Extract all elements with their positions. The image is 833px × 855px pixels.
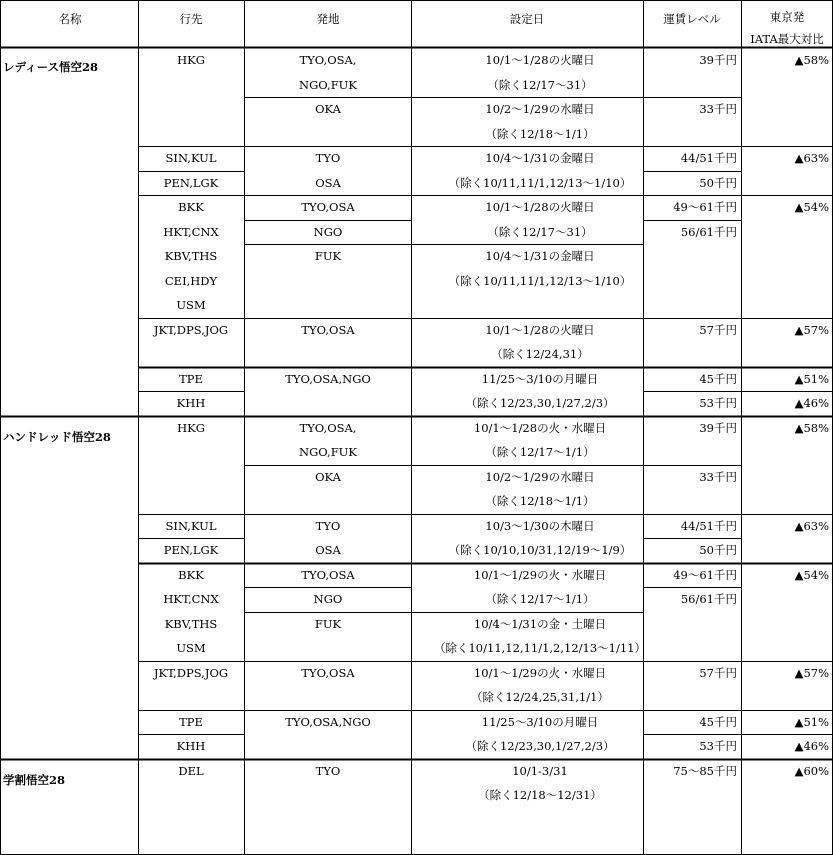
- header-fare: 運賃レベル: [663, 12, 721, 26]
- period-cell: （除く12/24,31）: [491, 347, 589, 361]
- dest-cell: BKK: [178, 200, 204, 214]
- header-compare-line2: IATA最大対比: [750, 32, 824, 46]
- origin-cell: OSA: [315, 175, 341, 190]
- origin-cell: OSA: [315, 543, 341, 557]
- dest-cell: JKT,DPS,JOG: [153, 322, 229, 337]
- compare-cell: ▲57%: [794, 322, 829, 337]
- fare-cell: 75～85千円: [673, 763, 737, 778]
- compare-cell: ▲51%: [794, 714, 829, 729]
- period-cell: 10/3～1/30の木曜日: [485, 518, 595, 533]
- header-name: 名称: [58, 12, 82, 26]
- dest-cell: KBV,THS: [164, 616, 218, 631]
- period-cell: （除く12/17～1/1）: [485, 592, 595, 606]
- period-cell: 10/4～1/31の金曜日: [485, 249, 595, 263]
- dest-cell: KHH: [176, 739, 206, 753]
- origin-cell: TYO: [315, 151, 341, 165]
- header-period: 設定日: [509, 12, 545, 26]
- period-cell: （除く12/23,30,1/27,2/3）: [465, 396, 615, 410]
- period-cell: （除く12/18～1/1）: [485, 494, 595, 508]
- period-cell: 11/25～3/10の月曜日: [481, 371, 599, 386]
- dest-cell: KHH: [176, 396, 206, 410]
- header-origin: 発地: [316, 12, 340, 26]
- period-cell: 10/2～1/29の水曜日: [485, 469, 595, 484]
- origin-cell: FUK: [314, 249, 342, 263]
- fare-cell: 57千円: [699, 665, 737, 680]
- header-dest: 行先: [179, 12, 203, 26]
- origin-cell: NGO: [313, 592, 343, 606]
- period-cell: 10/1～1/29の火・水曜日: [473, 567, 607, 582]
- dest-cell: CEI,HDY: [164, 273, 218, 288]
- origin-cell: OKA: [315, 102, 341, 116]
- compare-cell: ▲51%: [794, 371, 829, 386]
- period-cell: （除く10/10,10/31,12/19～1/9）: [448, 543, 632, 557]
- origin-cell: TYO,OSA,NGO: [285, 714, 371, 729]
- fare-cell: 45千円: [699, 371, 737, 386]
- period-cell: （除く10/11,12,11/1,2,12/13～1/11）: [433, 641, 647, 655]
- dest-cell: DEL: [178, 763, 204, 778]
- origin-cell: TYO,OSA,NGO: [285, 371, 371, 386]
- dest-cell: BKK: [178, 567, 204, 582]
- fare-cell: 33千円: [699, 102, 737, 116]
- period-cell: （除く12/17～1/1）: [485, 445, 595, 459]
- header-compare-line1: 東京発: [769, 10, 805, 24]
- compare-cell: ▲60%: [794, 763, 829, 778]
- compare-cell: ▲54%: [794, 200, 829, 214]
- origin-cell: TYO,OSA: [301, 567, 355, 582]
- period-cell: 10/1～1/28の火曜日: [485, 53, 595, 67]
- period-cell: 11/25～3/10の月曜日: [481, 714, 599, 729]
- origin-cell: TYO,OSA: [301, 665, 355, 680]
- fare-cell: 53千円: [699, 396, 737, 410]
- dest-cell: HKG: [177, 420, 205, 435]
- origin-cell: NGO,FUK: [299, 77, 357, 92]
- origin-cell: TYO,OSA: [301, 322, 355, 337]
- origin-cell: TYO,OSA: [301, 200, 355, 214]
- compare-cell: ▲46%: [794, 396, 829, 410]
- fare-cell: 44/51千円: [680, 151, 737, 165]
- dest-cell: SIN,KUL: [165, 518, 217, 533]
- fare-cell: 50千円: [699, 175, 737, 190]
- origin-cell: TYO,OSA,: [299, 420, 357, 435]
- fare-cell: 45千円: [699, 714, 737, 729]
- origin-cell: TYO: [315, 518, 341, 533]
- compare-cell: ▲46%: [794, 739, 829, 753]
- period-cell: 10/1～1/28の火・水曜日: [473, 420, 607, 435]
- period-cell: 10/1～1/28の火曜日: [485, 200, 595, 214]
- compare-cell: ▲63%: [794, 518, 829, 533]
- compare-cell: ▲58%: [794, 53, 829, 67]
- origin-cell: NGO: [313, 224, 343, 239]
- origin-cell: FUK: [314, 616, 342, 631]
- fare-cell: 49～61千円: [673, 567, 737, 582]
- period-cell: （除く10/11,11/1,12/13～1/10）: [448, 175, 632, 190]
- product-name-hundred: ハンドレッド悟空28: [3, 430, 111, 444]
- dest-cell: USM: [176, 298, 206, 312]
- period-cell: （除く12/18～12/31）: [478, 788, 602, 802]
- fare-cell: 39千円: [699, 53, 737, 67]
- dest-cell: USM: [176, 641, 206, 655]
- fare-cell: 57千円: [699, 322, 737, 337]
- fare-cell: 39千円: [699, 420, 737, 435]
- origin-cell: TYO,OSA,: [299, 53, 357, 67]
- period-cell: （除く12/17～31）: [487, 77, 593, 92]
- period-cell: （除く12/24,25,31,1/1）: [471, 690, 609, 704]
- fare-cell: 33千円: [699, 469, 737, 484]
- fare-cell: 50千円: [699, 543, 737, 557]
- dest-cell: PEN,LGK: [163, 175, 219, 190]
- fare-cell: 44/51千円: [680, 518, 737, 533]
- period-cell: 10/1-3/31: [512, 763, 568, 778]
- compare-cell: ▲58%: [794, 420, 829, 435]
- dest-cell: KBV,THS: [164, 249, 218, 263]
- dest-cell: TPE: [179, 371, 203, 386]
- dest-cell: TPE: [179, 714, 203, 729]
- dest-cell: PEN,LGK: [163, 543, 219, 557]
- dest-cell: HKG: [177, 53, 205, 67]
- period-cell: 10/1～1/28の火曜日: [485, 322, 595, 337]
- compare-cell: ▲57%: [794, 665, 829, 680]
- product-name-ladies: レディース悟空28: [3, 60, 99, 74]
- product-name-student: 学割悟空28: [3, 773, 66, 787]
- period-cell: （除く12/23,30,1/27,2/3）: [465, 739, 615, 753]
- origin-cell: NGO,FUK: [299, 445, 357, 459]
- dest-cell: JKT,DPS,JOG: [153, 665, 229, 680]
- compare-cell: ▲54%: [794, 567, 829, 582]
- period-cell: （除く12/18～1/1）: [485, 126, 595, 141]
- fare-cell: 49～61千円: [673, 200, 737, 214]
- origin-cell: OKA: [315, 469, 341, 484]
- period-cell: （除く12/17～31）: [487, 224, 593, 239]
- origin-cell: TYO: [315, 763, 341, 778]
- fare-cell: 56/61千円: [680, 224, 737, 239]
- fare-cell: 56/61千円: [680, 592, 737, 606]
- period-cell: 10/4～1/31の金・土曜日: [473, 616, 607, 631]
- dest-cell: HKT,CNX: [163, 592, 219, 606]
- period-cell: 10/4～1/31の金曜日: [485, 151, 595, 165]
- dest-cell: SIN,KUL: [165, 151, 217, 165]
- period-cell: 10/2～1/29の水曜日: [485, 102, 595, 116]
- fare-cell: 53千円: [699, 739, 737, 753]
- dest-cell: HKT,CNX: [163, 224, 219, 239]
- period-cell: （除く10/11,11/1,12/13～1/10）: [448, 273, 632, 288]
- compare-cell: ▲63%: [794, 151, 829, 165]
- period-cell: 10/1～1/29の火・水曜日: [473, 665, 607, 680]
